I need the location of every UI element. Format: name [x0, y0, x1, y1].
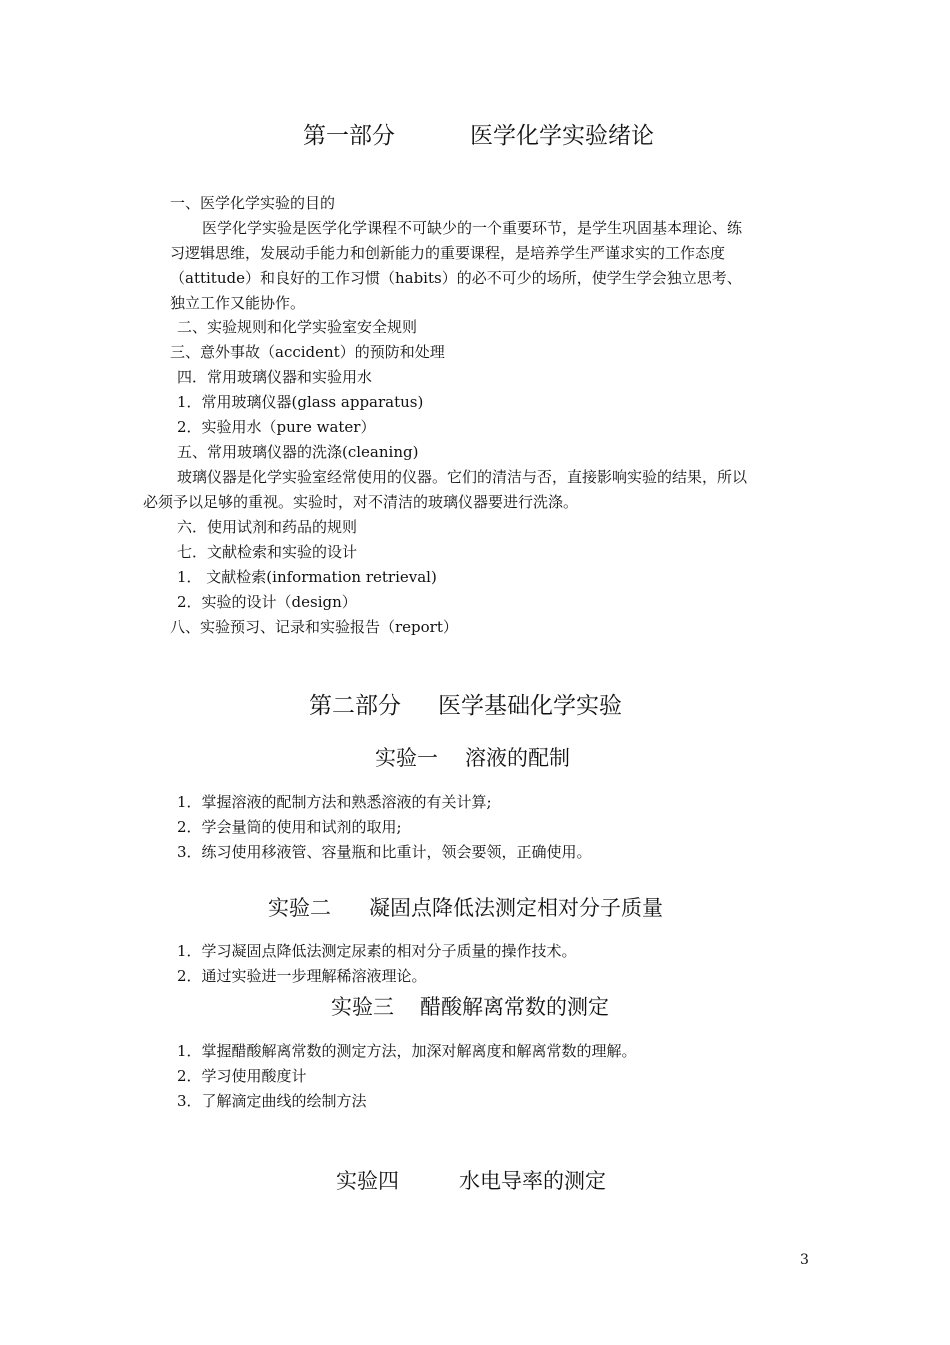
exp2-title-label: 实验二 [268, 896, 331, 920]
exp2-item-2: 2．通过实验进一步理解稀溶液理论。 [177, 967, 427, 985]
section-4-heading: 四．常用玻璃仪器和实验用水 [177, 368, 373, 386]
section-7-item-1: 1． 文献检索(information retrieval) [177, 568, 437, 586]
section-7-heading: 七．文献检索和实验的设计 [177, 543, 358, 561]
section-3-heading: 三、意外事故（accident）的预防和处理 [170, 343, 445, 361]
section-1-para-line-1: 医学化学实验是医学化学课程不可缺少的一个重要环节，是学生巩固基本理论、练 [202, 219, 743, 237]
exp3-item-2: 2．学习使用酸度计 [177, 1067, 307, 1085]
section-5-para-line-1: 玻璃仪器是化学实验室经常使用的仪器。它们的清洁与否，直接影响实验的结果，所以 [177, 468, 748, 486]
exp3-title: 醋酸解离常数的测定 [420, 995, 609, 1019]
exp2-title: 凝固点降低法测定相对分子质量 [369, 896, 663, 920]
exp4-title: 水电导率的测定 [459, 1169, 606, 1193]
page-number: 3 [800, 1252, 809, 1268]
part1-title-label: 第一部分 [303, 123, 395, 149]
section-1-para-line-2: 习逻辑思维，发展动手能力和创新能力的重要课程，是培养学生严谨求实的工作态度 [170, 244, 726, 262]
exp1-title-label: 实验一 [375, 746, 438, 770]
section-7-item-2: 2．实验的设计（design） [177, 593, 357, 611]
section-6-heading: 六．使用试剂和药品的规则 [177, 518, 358, 536]
section-1-para-line-4: 独立工作又能协作。 [170, 294, 306, 312]
exp1-title: 溶液的配制 [465, 746, 570, 770]
section-4-item-1: 1．常用玻璃仪器(glass apparatus) [177, 393, 424, 411]
section-1-para-line-3: （attitude）和良好的工作习惯（habits）的必不可少的场所，使学生学会独立思考、 [170, 269, 742, 287]
part1-title: 医学化学实验绪论 [470, 123, 654, 149]
section-8-heading: 八、实验预习、记录和实验报告（report） [170, 618, 458, 636]
section-1-heading: 一、医学化学实验的目的 [170, 194, 336, 212]
part2-title-label: 第二部分 [309, 693, 401, 719]
section-4-item-2: 2．实验用水（pure water） [177, 418, 376, 436]
exp2-item-1: 1．学习凝固点降低法测定尿素的相对分子质量的操作技术。 [177, 942, 577, 960]
exp3-title-label: 实验三 [331, 995, 394, 1019]
exp3-item-1: 1．掌握醋酸解离常数的测定方法，加深对解离度和解离常数的理解。 [177, 1042, 637, 1060]
section-2-heading: 二、实验规则和化学实验室安全规则 [177, 318, 418, 336]
exp4-title-label: 实验四 [336, 1169, 399, 1193]
section-5-para-line-2: 必须予以足够的重视。实验时，对不清洁的玻璃仪器要进行洗涤。 [143, 493, 579, 511]
exp1-item-2: 2．学会量筒的使用和试剂的取用; [177, 818, 402, 836]
part2-title: 医学基础化学实验 [438, 693, 622, 719]
exp1-item-1: 1．掌握溶液的配制方法和熟悉溶液的有关计算; [177, 793, 492, 811]
section-5-heading: 五、常用玻璃仪器的洗涤(cleaning) [177, 443, 419, 461]
exp1-item-3: 3．练习使用移液管、容量瓶和比重计，领会要领，正确使用。 [177, 843, 592, 861]
exp3-item-3: 3．了解滴定曲线的绘制方法 [177, 1092, 367, 1110]
